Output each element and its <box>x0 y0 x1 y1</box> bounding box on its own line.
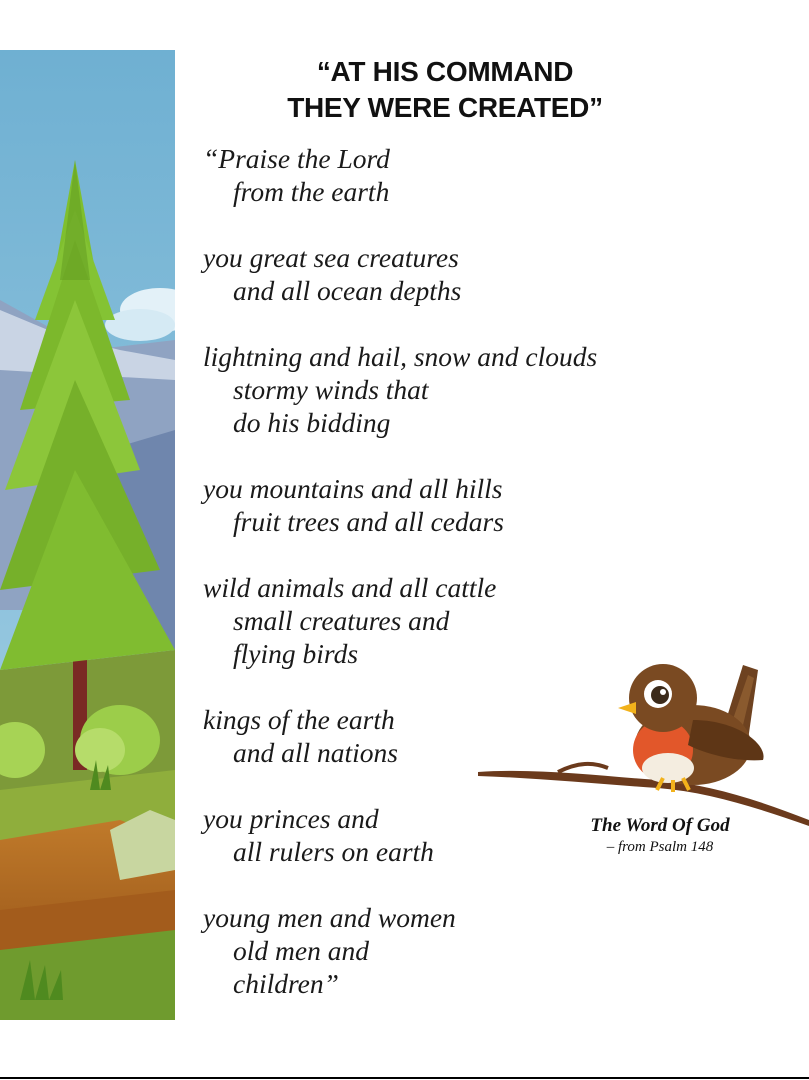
caption-title: The Word Of God <box>590 815 730 836</box>
title-line-2: THEY WERE CREATED” <box>287 92 603 123</box>
poem-line: lightning and hail, snow and clouds <box>203 341 598 372</box>
poem-line: you princes and <box>203 803 379 834</box>
poem-line: and all ocean depths <box>233 275 462 306</box>
poem-line: you great sea creatures <box>203 242 459 273</box>
poem-line: small creatures and <box>233 605 450 636</box>
poem-line: wild animals and all cattle <box>203 572 497 603</box>
poem-line: fruit trees and all cedars <box>233 506 504 537</box>
robin-illustration <box>478 650 809 830</box>
poem-line: you mountains and all hills <box>203 473 503 504</box>
poem-line: stormy winds that <box>233 374 429 405</box>
stanza <box>203 241 673 307</box>
robin-icon <box>478 650 809 830</box>
stanza <box>203 340 673 439</box>
stanza <box>203 901 673 1000</box>
forest-illustration <box>0 50 175 1020</box>
stanza <box>203 472 673 538</box>
bottom-divider <box>0 1077 809 1079</box>
poem-line: kings of the earth <box>203 704 395 735</box>
poem-line: flying birds <box>233 638 359 669</box>
poem-line: children” <box>233 968 339 999</box>
page-title <box>240 54 650 126</box>
stanza <box>203 142 673 208</box>
poem-line: all rulers on earth <box>233 836 434 867</box>
caption <box>560 814 760 856</box>
poem-line: “Praise the Lord <box>203 143 390 174</box>
pine-tree-icon <box>0 50 175 1020</box>
poem-line: young men and women <box>203 902 456 933</box>
poem-line: from the earth <box>233 176 390 207</box>
psalm-poem <box>203 142 673 1000</box>
title-line-1: “AT HIS COMMAND <box>316 56 574 87</box>
poem-line: and all nations <box>233 737 399 768</box>
poem-line: do his bidding <box>233 407 391 438</box>
poem-line: old men and <box>233 935 369 966</box>
caption-source: – from Psalm 148 <box>606 839 714 855</box>
